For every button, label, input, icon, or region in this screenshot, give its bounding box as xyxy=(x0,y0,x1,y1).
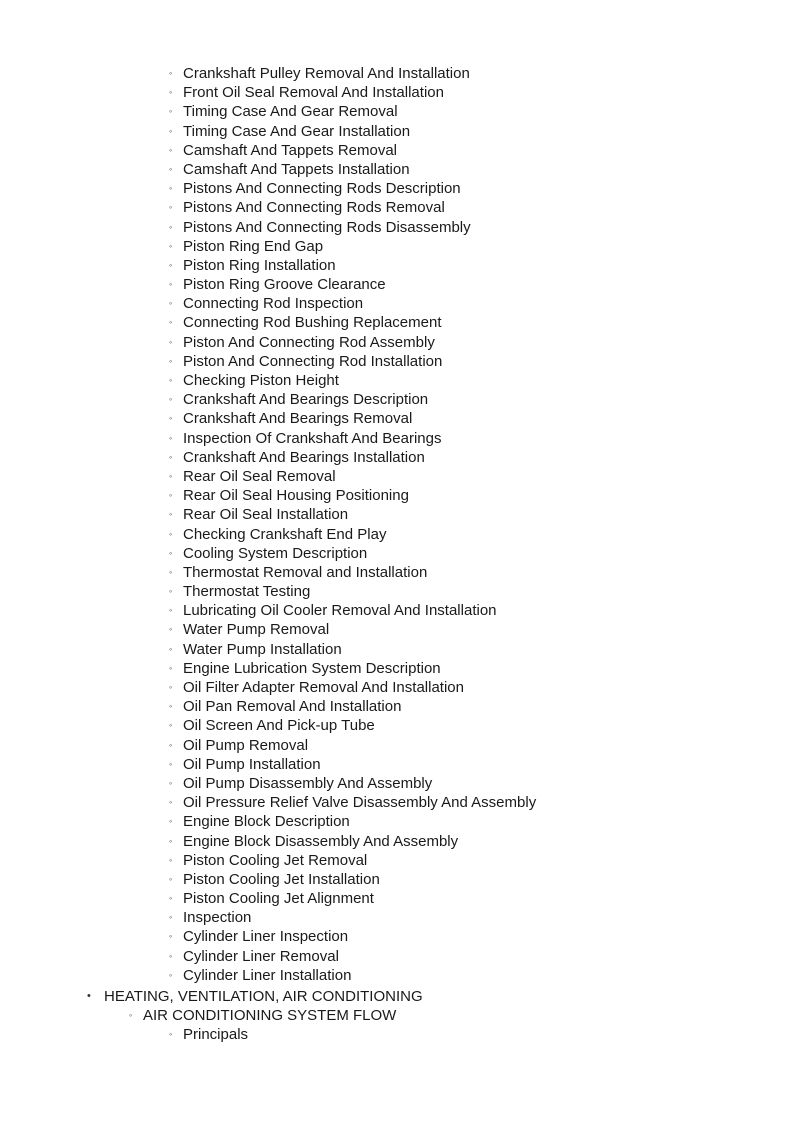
list-item-label: Rear Oil Seal Housing Positioning xyxy=(183,487,409,505)
list-item-label: Principals xyxy=(183,1026,249,1044)
hollow-bullet-icon: ◦ xyxy=(169,413,173,424)
hvac-section-entry[interactable] xyxy=(0,987,794,1006)
list-item-label: Timing Case And Gear Removal xyxy=(183,103,398,121)
list-item-label: Rear Oil Seal Installation xyxy=(183,506,349,524)
list-item-label: Crankshaft And Bearings Removal xyxy=(183,410,413,428)
ac-system-flow-title: AIR CONDITIONING SYSTEM FLOW xyxy=(143,1007,397,1025)
list-item-label: Connecting Rod Inspection xyxy=(183,295,364,313)
hollow-bullet-icon: ◦ xyxy=(169,298,173,309)
list-item-label: Oil Pressure Relief Valve Disassembly And Assembly xyxy=(183,794,537,812)
hollow-bullet-icon: ◦ xyxy=(169,912,173,923)
hollow-bullet-icon: ◦ xyxy=(169,87,173,98)
list-item-label: Timing Case And Gear Installation xyxy=(183,122,411,140)
hollow-bullet-icon: ◦ xyxy=(169,432,173,443)
hollow-bullet-icon: ◦ xyxy=(169,490,173,501)
bullet-icon: • xyxy=(87,990,91,1002)
hollow-bullet-icon: ◦ xyxy=(169,662,173,673)
list-item-label: Pistons And Connecting Rods Description xyxy=(183,180,461,198)
hollow-bullet-icon: ◦ xyxy=(169,125,173,136)
hollow-bullet-icon: ◦ xyxy=(169,643,173,654)
hollow-bullet-icon: ◦ xyxy=(169,259,173,270)
hollow-bullet-icon: ◦ xyxy=(169,355,173,366)
list-item-label: Oil Filter Adapter Removal And Installation xyxy=(183,679,464,696)
hollow-bullet-icon: ◦ xyxy=(169,547,173,558)
hollow-bullet-icon: ◦ xyxy=(169,240,173,251)
hollow-bullet-icon: ◦ xyxy=(169,758,173,769)
hollow-bullet-icon: ◦ xyxy=(169,893,173,904)
hollow-bullet-icon: ◦ xyxy=(169,1029,173,1040)
list-item-label: Checking Piston Height xyxy=(183,372,339,389)
hollow-bullet-icon: ◦ xyxy=(169,375,173,385)
list-item-label: Piston Cooling Jet Installation xyxy=(183,870,380,888)
list-item-label: Thermostat Testing xyxy=(183,583,311,601)
hollow-bullet-icon: ◦ xyxy=(169,835,173,846)
hollow-bullet-icon: ◦ xyxy=(169,873,173,884)
hollow-bullet-icon: ◦ xyxy=(169,701,173,712)
list-item-label: Camshaft And Tappets Removal xyxy=(183,141,398,159)
list-item[interactable] xyxy=(0,1025,794,1044)
hollow-bullet-icon: ◦ xyxy=(169,682,173,692)
list-item-label: Piston And Connecting Rod Installation xyxy=(183,352,443,370)
hollow-bullet-icon: ◦ xyxy=(169,586,173,597)
list-item-label: Lubricating Oil Cooler Removal And Installation xyxy=(183,602,497,620)
list-item-label: Piston And Connecting Rod Assembly xyxy=(183,333,435,351)
hollow-bullet-icon: ◦ xyxy=(169,566,173,577)
list-item-label: Camshaft And Tappets Installation xyxy=(183,160,410,178)
list-item-label: Cooling System Description xyxy=(183,544,368,562)
hollow-bullet-icon: ◦ xyxy=(169,163,173,174)
list-item-label: Inspection Of Crankshaft And Bearings xyxy=(183,429,442,447)
hollow-bullet-icon: ◦ xyxy=(169,470,173,481)
list-item-label: Engine Block Disassembly And Assembly xyxy=(183,832,459,850)
hollow-bullet-icon: ◦ xyxy=(169,509,173,520)
list-item-label: Cylinder Liner Removal xyxy=(183,947,339,965)
hollow-bullet-icon: ◦ xyxy=(169,797,173,808)
hollow-bullet-icon: ◦ xyxy=(169,336,173,347)
list-item-label: Oil Pump Installation xyxy=(183,755,321,773)
hollow-bullet-icon: ◦ xyxy=(169,394,173,405)
hollow-bullet-icon: ◦ xyxy=(169,931,173,942)
list-item-label: Oil Pump Disassembly And Assembly xyxy=(183,774,433,792)
hollow-bullet-icon: ◦ xyxy=(169,528,173,539)
list-item-label: Connecting Rod Bushing Replacement xyxy=(183,314,442,332)
list-item-label: Oil Pan Removal And Installation xyxy=(183,698,402,716)
hollow-bullet-icon: ◦ xyxy=(169,605,173,616)
list-item-label: Piston Ring Groove Clearance xyxy=(183,276,386,294)
hollow-bullet-icon: ◦ xyxy=(169,624,173,635)
hollow-bullet-icon: ◦ xyxy=(169,183,173,194)
hollow-bullet-icon: ◦ xyxy=(169,950,173,961)
list-item-label: Rear Oil Seal Removal xyxy=(183,467,336,485)
hvac-section-title: HEATING, VENTILATION, AIR CONDITIONING xyxy=(104,988,423,1005)
list-item-label: Engine Block Description xyxy=(183,813,350,831)
list-item-label: Inspection xyxy=(183,909,252,927)
list-item-label: Water Pump Removal xyxy=(183,621,330,639)
hollow-bullet-icon: ◦ xyxy=(169,451,173,462)
list-item-label: Water Pump Installation xyxy=(183,640,342,658)
list-item-label: Crankshaft Pulley Removal And Installation xyxy=(183,65,470,82)
hollow-bullet-icon: ◦ xyxy=(169,777,173,788)
list-item-label: Piston Cooling Jet Removal xyxy=(183,851,368,869)
list-item-label: Crankshaft And Bearings Installation xyxy=(183,448,425,466)
hollow-bullet-icon: ◦ xyxy=(129,1010,133,1021)
list-item-label: Piston Cooling Jet Alignment xyxy=(183,890,374,908)
list-item-label: Oil Screen And Pick-up Tube xyxy=(183,717,375,735)
list-item-label: Cylinder Liner Installation xyxy=(183,966,352,984)
hollow-bullet-icon: ◦ xyxy=(169,68,173,78)
list-item-label: Checking Crankshaft End Play xyxy=(183,525,387,543)
list-item-label: Front Oil Seal Removal And Installation xyxy=(183,84,444,102)
hollow-bullet-icon: ◦ xyxy=(169,854,173,865)
list-item-label: Cylinder Liner Inspection xyxy=(183,928,349,946)
list-item-label: Pistons And Connecting Rods Disassembly xyxy=(183,218,471,236)
hollow-bullet-icon: ◦ xyxy=(169,317,173,328)
list-item-label: Oil Pump Removal xyxy=(183,736,309,754)
hollow-bullet-icon: ◦ xyxy=(169,279,173,290)
hollow-bullet-icon: ◦ xyxy=(169,221,173,232)
list-item-label: Engine Lubrication System Description xyxy=(183,659,441,677)
hollow-bullet-icon: ◦ xyxy=(169,816,173,827)
hollow-bullet-icon: ◦ xyxy=(169,720,173,731)
hollow-bullet-icon: ◦ xyxy=(169,202,173,213)
list-item-label: Piston Ring End Gap xyxy=(183,237,324,255)
hollow-bullet-icon: ◦ xyxy=(169,739,173,750)
hollow-bullet-icon: ◦ xyxy=(169,106,173,117)
hollow-bullet-icon: ◦ xyxy=(169,144,173,155)
list-item-label: Piston Ring Installation xyxy=(183,256,336,274)
list-item-label: Crankshaft And Bearings Description xyxy=(183,391,429,409)
hvac-section xyxy=(0,987,794,1045)
hollow-bullet-icon: ◦ xyxy=(169,969,173,980)
list-item-label: Thermostat Removal and Installation xyxy=(183,563,428,581)
list-item-label: Pistons And Connecting Rods Removal xyxy=(183,199,445,217)
ac-system-flow-entry[interactable] xyxy=(0,1006,794,1025)
